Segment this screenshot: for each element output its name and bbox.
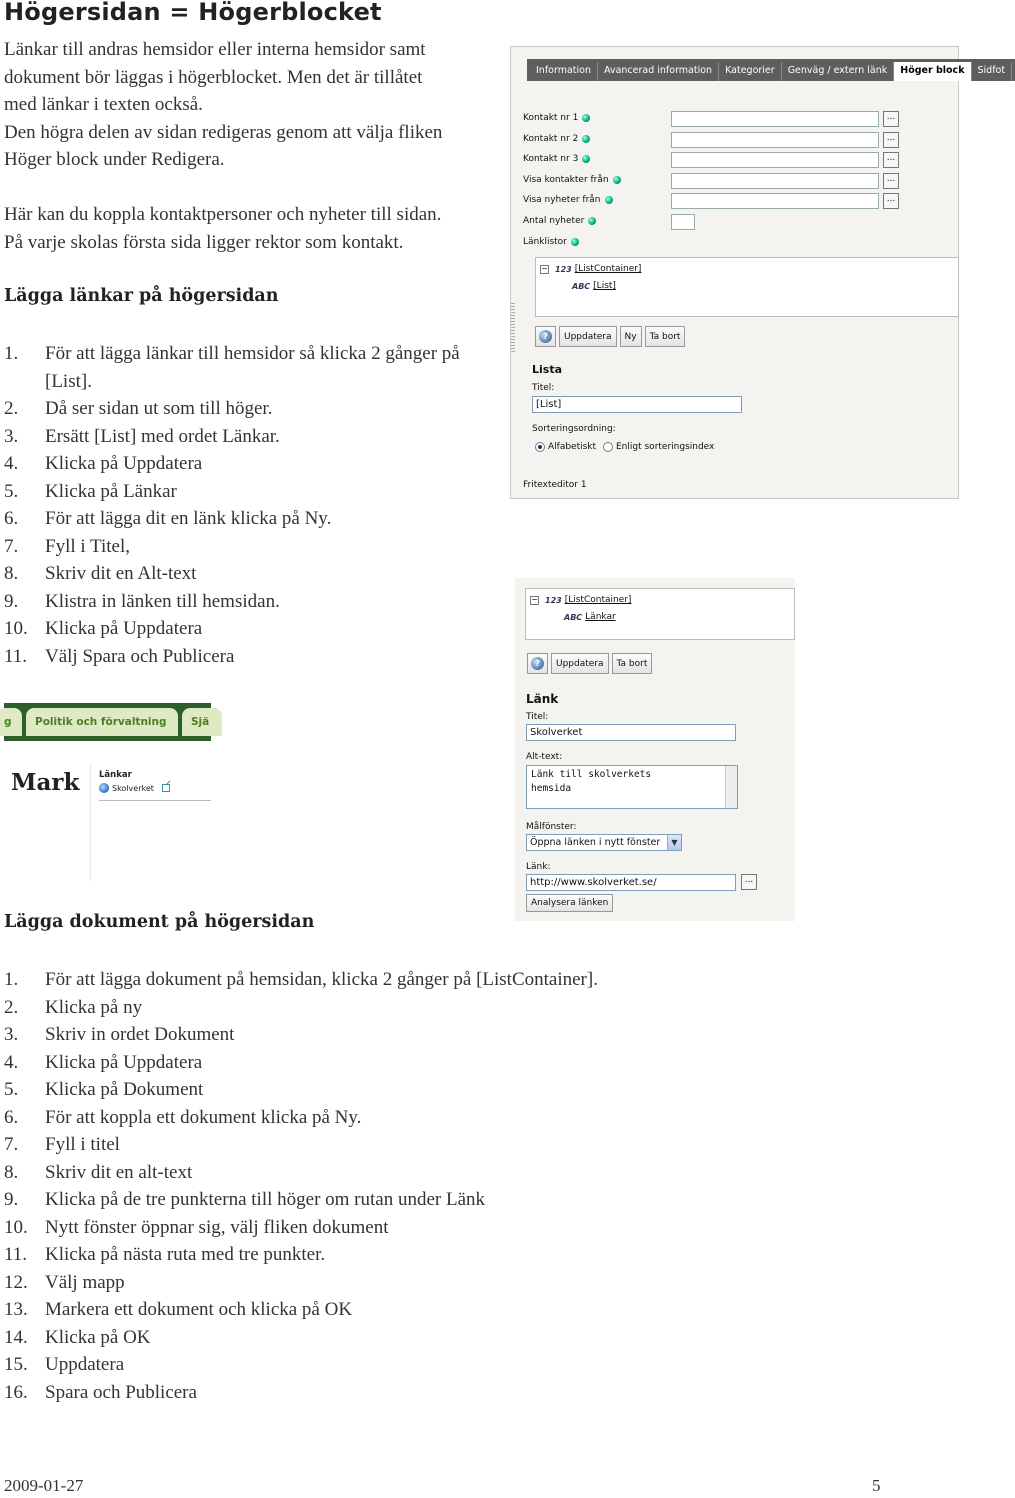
tab-advanced-information[interactable]: Avancerad information	[598, 62, 719, 81]
list-item: 4. Klicka på Uppdatera	[4, 1051, 203, 1073]
sort-alphabetical-radio[interactable]: Alfabetiskt	[535, 442, 596, 452]
info-dot-icon	[582, 135, 590, 143]
number-list-icon: 123	[545, 595, 562, 605]
editor-screenshot	[510, 46, 1006, 499]
list-item: [List].	[45, 370, 92, 392]
docs-heading: Lägga dokument på högersidan	[4, 912, 315, 932]
text-list-icon: ABC	[564, 612, 583, 622]
list-item: 13. Markera ett dokument och klicka på OK	[4, 1299, 353, 1320]
help-button[interactable]	[527, 653, 548, 674]
links-steps-list	[4, 340, 460, 670]
list-item: 8. Skriv dit en alt-text	[4, 1161, 193, 1183]
tree-node-listcontainer[interactable]: − 123 [ListContainer]	[531, 594, 632, 605]
tree-node-listcontainer[interactable]: − 123 [ListContainer]	[541, 263, 642, 274]
list-item: 7. Fyll i Titel,	[4, 535, 131, 557]
list-item: 14. Klicka på OK	[4, 1326, 151, 1348]
list-item: 9. Klistra in länken till hemsidan.	[4, 590, 280, 612]
contact-3-input[interactable]	[671, 152, 879, 168]
site-result-screenshot	[4, 703, 211, 883]
list-item: 6. För att koppla ett dokument klicka på Ny.	[4, 1106, 362, 1128]
link-title-input[interactable]: Skolverket	[526, 724, 736, 741]
list-item: 7. Fyll i titel	[4, 1134, 120, 1155]
link-item-skolverket[interactable]: Skolverket	[99, 783, 170, 793]
contact-3-browse-button[interactable]: ...	[883, 152, 899, 168]
link-section-title: Länk	[526, 692, 559, 706]
sort-order-label: Sorteringsordning:	[532, 424, 616, 434]
links-heading: Lägga länkar på högersidan	[4, 286, 279, 306]
list-item: 12. Välj mapp	[4, 1271, 125, 1293]
show-news-input[interactable]	[671, 193, 879, 209]
link-url-input[interactable]: http://www.skolverket.se/	[526, 874, 736, 891]
list-item: 9. Klicka på de tre punkterna till höger om rutan under Länk	[4, 1189, 486, 1210]
field-label-news-count: Antal nyheter	[523, 216, 596, 226]
list-item: 1. För att lägga dokument på hemsidan, klicka 2 gånger på [ListContainer].	[4, 969, 598, 990]
tab-right-block[interactable]: Höger block	[894, 62, 971, 81]
number-list-icon: 123	[555, 264, 572, 274]
analyze-link-button[interactable]: Analysera länken	[526, 894, 613, 912]
list-section-title: Lista	[532, 363, 563, 376]
link-toolbar	[527, 653, 652, 674]
nav-tab-partial-left[interactable]: g	[0, 708, 22, 736]
tab-information[interactable]: Information	[530, 62, 598, 81]
field-label-contact-1: Kontakt nr 1	[523, 113, 590, 123]
tree-node-list[interactable]: ABC [List]	[572, 281, 616, 291]
sort-index-radio[interactable]: Enligt sorteringsindex	[603, 442, 714, 452]
docs-steps-list	[4, 966, 598, 1406]
footer-date: 2009-01-27	[4, 1476, 84, 1495]
intro-line: Här kan du koppla kontaktpersoner och nyheter till sidan.	[4, 204, 442, 225]
field-label-link-lists: Länklistor	[523, 237, 579, 247]
list-item: 2. Då ser sidan ut som till höger.	[4, 398, 273, 419]
help-icon: ?	[531, 657, 544, 670]
site-logo-text: Mark	[11, 769, 80, 796]
chevron-down-icon[interactable]: ▼	[667, 835, 681, 850]
column-divider	[90, 763, 91, 881]
list-item: 10. Klicka på Uppdatera	[4, 618, 203, 639]
list-toolbar	[535, 326, 685, 347]
intro-line: Länkar till andras hemsidor eller interna hemsidor samt	[4, 39, 426, 60]
list-item: 11. Välj Spara och Publicera	[4, 645, 235, 667]
list-item: 5. Klicka på Dokument	[4, 1079, 204, 1100]
list-item: 8. Skriv dit en Alt-text	[4, 563, 197, 584]
target-window-label: Målfönster:	[526, 822, 577, 832]
list-item: 1. För att lägga länkar till hemsidor så klicka 2 gånger på	[4, 343, 460, 364]
contact-1-browse-button[interactable]: ...	[883, 111, 899, 127]
editor-tabbar	[527, 59, 1015, 81]
list-item: 3. Skriv in ordet Dokument	[4, 1024, 235, 1045]
delete-button[interactable]: Ta bort	[645, 326, 686, 347]
tab-footer[interactable]: Sidfot	[972, 62, 1013, 81]
news-count-input[interactable]	[671, 214, 695, 230]
update-button[interactable]: Uppdatera	[559, 326, 617, 347]
browser-icon	[99, 783, 109, 793]
list-item: 10. Nytt fönster öppnar sig, välj fliken dokument	[4, 1216, 389, 1238]
list-item: 5. Klicka på Länkar	[4, 480, 177, 502]
update-button[interactable]: Uppdatera	[551, 653, 609, 674]
links-box-heading: Länkar	[99, 770, 132, 780]
delete-button[interactable]: Ta bort	[612, 653, 653, 674]
contact-2-browse-button[interactable]: ...	[883, 132, 899, 148]
intro-line: På varje skolas första sida ligger rektor som kontakt.	[4, 231, 404, 253]
show-news-browse-button[interactable]: ...	[883, 193, 899, 209]
nav-tab-partial-right[interactable]: Sjä	[182, 708, 222, 736]
external-link-icon	[162, 784, 170, 792]
help-button[interactable]	[535, 326, 556, 347]
list-item: 11. Klicka på nästa ruta med tre punkter.	[4, 1244, 326, 1265]
list-title-label: Titel:	[532, 383, 555, 393]
radio-selected-icon	[535, 442, 545, 452]
text-list-icon: ABC	[572, 281, 591, 291]
intro-line	[4, 174, 442, 202]
list-item: 2. Klicka på ny	[4, 996, 143, 1018]
site-nav-bar	[4, 703, 211, 741]
info-dot-icon	[613, 176, 621, 184]
info-dot-icon	[588, 217, 596, 225]
footer-page-number: 5	[872, 1476, 881, 1495]
info-dot-icon	[582, 155, 590, 163]
link-browse-button[interactable]: ...	[741, 874, 757, 890]
list-tree	[535, 257, 959, 317]
link-url-label: Länk:	[526, 862, 551, 872]
show-contacts-browse-button[interactable]: ...	[883, 173, 899, 189]
page-title: Högersidan = Högerblocket	[4, 0, 382, 26]
link-tree	[525, 588, 795, 640]
tab-categories[interactable]: Kategorier	[719, 62, 782, 81]
info-dot-icon	[582, 114, 590, 122]
collapse-icon[interactable]: −	[541, 263, 548, 273]
tree-node-links[interactable]: ABC Länkar	[564, 612, 616, 622]
collapse-icon[interactable]: −	[531, 594, 538, 604]
link-editor-screenshot	[515, 578, 795, 921]
alt-text-textarea[interactable]: Länk till skolverkets hemsida	[526, 765, 738, 809]
radio-unselected-icon	[603, 442, 613, 452]
info-dot-icon	[605, 196, 613, 204]
intro-line: dokument bör läggas i högerblocket. Men det är tillåtet	[4, 66, 423, 88]
list-item: 4. Klicka på Uppdatera	[4, 453, 203, 474]
intro-line: Höger block under Redigera.	[4, 149, 225, 170]
info-dot-icon	[571, 238, 579, 246]
nav-tab-politik[interactable]: Politik och förvaltning	[26, 708, 178, 736]
field-label-contact-3: Kontakt nr 3	[523, 154, 590, 164]
intro-paragraph	[4, 36, 442, 256]
free-text-editor-label: Fritexteditor 1	[523, 480, 587, 490]
textarea-scrollbar[interactable]	[725, 766, 737, 808]
contact-2-input[interactable]	[671, 132, 879, 148]
field-label-show-news: Visa nyheter från	[523, 195, 613, 205]
tab-shortcut[interactable]: Genväg / extern länk	[782, 62, 895, 81]
list-item: 3. Ersätt [List] med ordet Länkar.	[4, 425, 280, 447]
alt-text-label: Alt-text:	[526, 752, 563, 762]
list-item: 16. Spara och Publicera	[4, 1381, 197, 1403]
panel-splitter[interactable]	[511, 303, 515, 353]
target-window-select[interactable]: Öppna länken i nytt fönster ▼	[526, 834, 682, 851]
intro-line: Den högra delen av sidan redigeras genom att välja fliken	[4, 121, 443, 143]
field-label-show-contacts: Visa kontakter från	[523, 175, 621, 185]
field-label-contact-2: Kontakt nr 2	[523, 134, 590, 144]
help-icon: ?	[539, 330, 552, 343]
show-contacts-input[interactable]	[671, 173, 879, 189]
link-title-label: Titel:	[526, 712, 549, 722]
new-button[interactable]: Ny	[620, 326, 642, 347]
list-item: 15. Uppdatera	[4, 1354, 125, 1375]
intro-line: med länkar i texten också.	[4, 94, 203, 115]
links-divider	[99, 800, 211, 801]
list-item: 6. För att lägga dit en länk klicka på Ny.	[4, 508, 332, 529]
list-title-input[interactable]: [List]	[532, 396, 742, 413]
contact-1-input[interactable]	[671, 111, 879, 127]
